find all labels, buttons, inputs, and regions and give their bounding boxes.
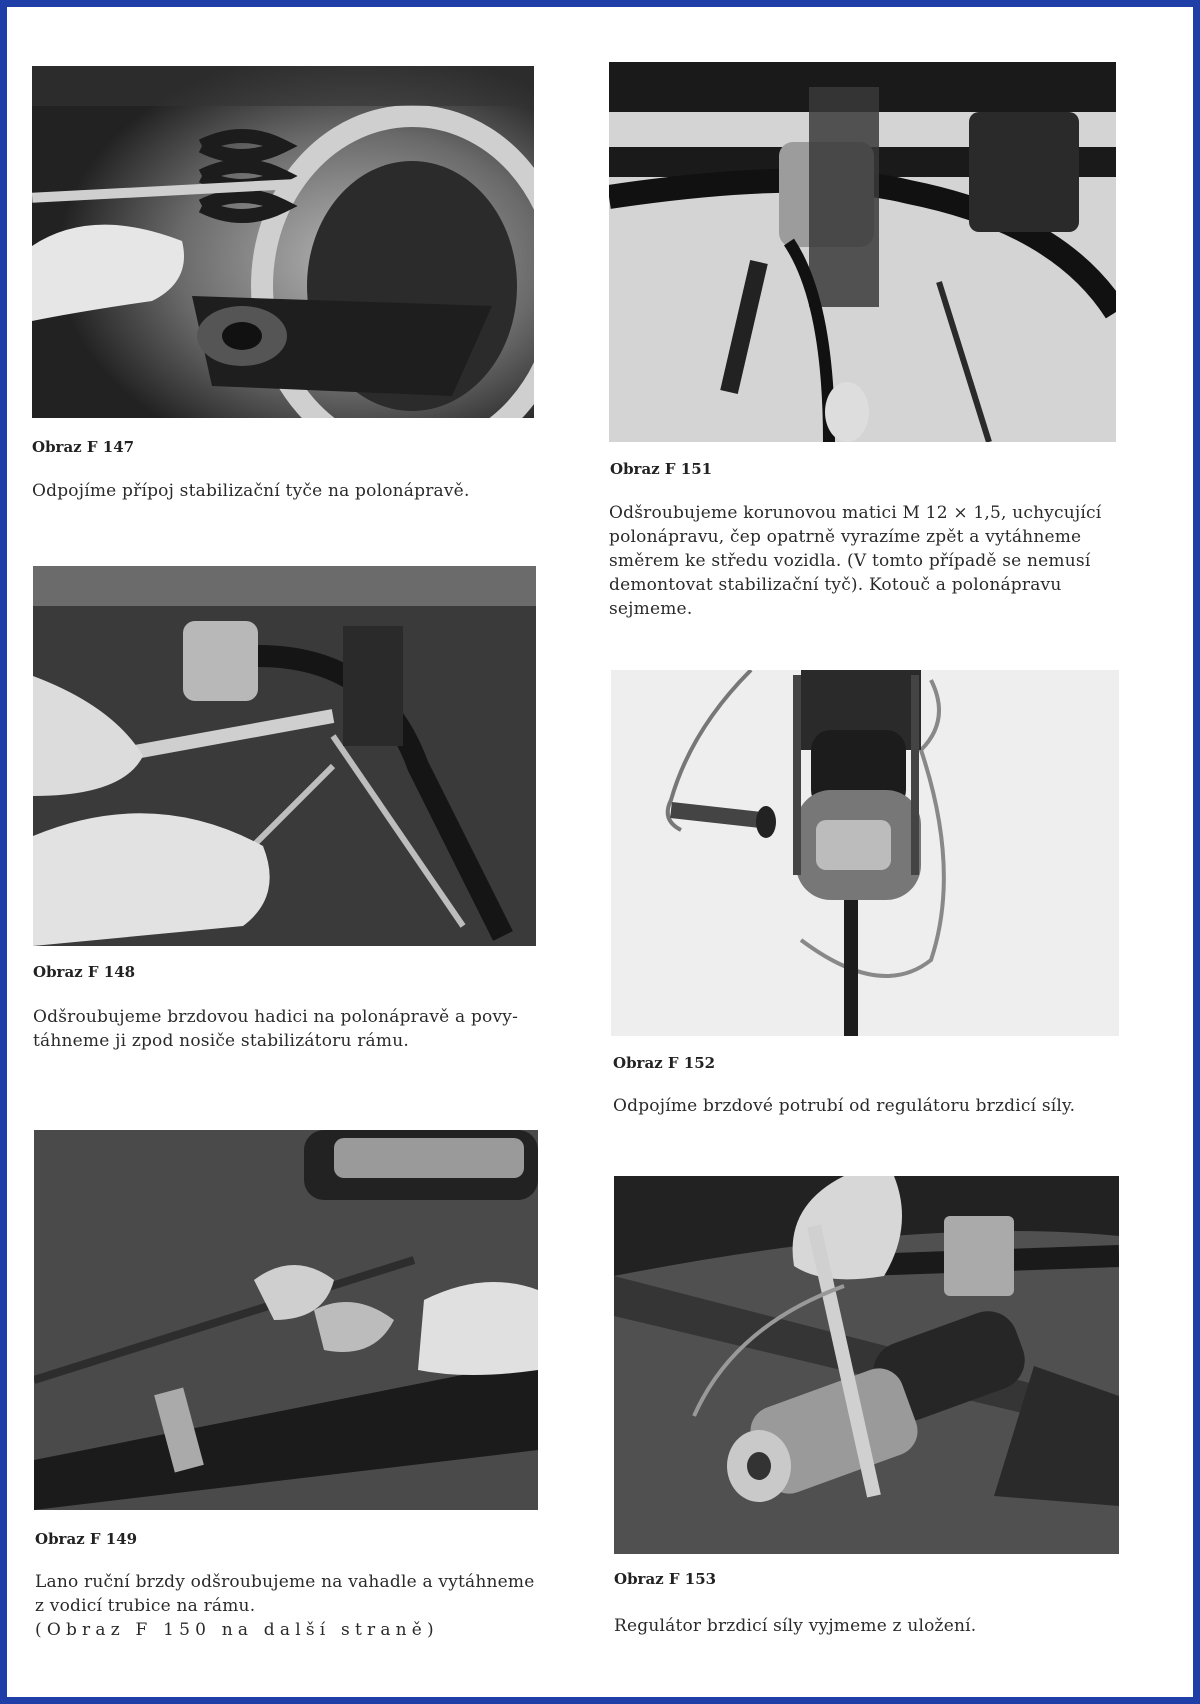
caption-line: směrem ke středu vozidla. (V tomto případě se nemusí	[609, 551, 1091, 571]
photo-f152	[611, 670, 1119, 1036]
figure-label-f149: Obraz F 149	[35, 1530, 138, 1548]
caption-line: Odšroubujeme korunovou matici M 12 × 1,5, uchycující	[609, 503, 1102, 523]
caption-line: Odšroubujeme brzdovou hadici na polonápravě a povy-	[33, 1007, 519, 1027]
figure-caption-f151	[609, 501, 1131, 621]
photo-f152-image	[611, 670, 1119, 1036]
figure-label-f153: Obraz F 153	[614, 1570, 717, 1588]
caption-line: sejmeme.	[609, 599, 693, 619]
caption-line: polonápravu, čep opatrně vyrazíme zpět a vytáhneme	[609, 527, 1082, 547]
caption-line: demontovat stabilizační tyč). Kotouč a polonápravu	[609, 575, 1062, 595]
caption-line: Regulátor brzdicí síly vyjmeme z uložení.	[614, 1616, 977, 1636]
photo-f147	[32, 66, 534, 418]
figure-caption-f148	[33, 1005, 581, 1053]
photo-f153	[614, 1176, 1119, 1554]
figure-label-f151: Obraz F 151	[610, 460, 713, 478]
photo-f153-image	[614, 1176, 1119, 1554]
caption-line: Lano ruční brzdy odšroubujeme na vahadle a vytáhneme	[35, 1572, 535, 1592]
caption-line: táhneme ji zpod nosiče stabilizátoru rámu.	[33, 1031, 409, 1051]
figure-caption-f153	[614, 1614, 1154, 1638]
figure-label-f147: Obraz F 147	[32, 438, 135, 456]
caption-line: z vodicí trubice na rámu.	[35, 1596, 256, 1616]
figure-label-f148: Obraz F 148	[33, 963, 136, 981]
caption-note: (Obraz F 150 na další straně)	[35, 1620, 439, 1640]
figure-caption-f147	[32, 479, 542, 503]
photo-f147-image	[32, 66, 534, 418]
figure-label-f152: Obraz F 152	[613, 1054, 716, 1072]
photo-f151	[609, 62, 1116, 442]
photo-f151-image	[609, 62, 1116, 442]
caption-line: Odpojíme přípoj stabilizační tyče na polonápravě.	[32, 481, 470, 501]
photo-f149-image	[34, 1130, 538, 1510]
caption-line: Odpojíme brzdové potrubí od regulátoru brzdicí síly.	[613, 1096, 1076, 1116]
photo-f148-image	[33, 566, 536, 946]
photo-f148	[33, 566, 536, 946]
photo-f149	[34, 1130, 538, 1510]
figure-caption-f152	[613, 1094, 1153, 1118]
figure-caption-f149	[35, 1570, 595, 1642]
